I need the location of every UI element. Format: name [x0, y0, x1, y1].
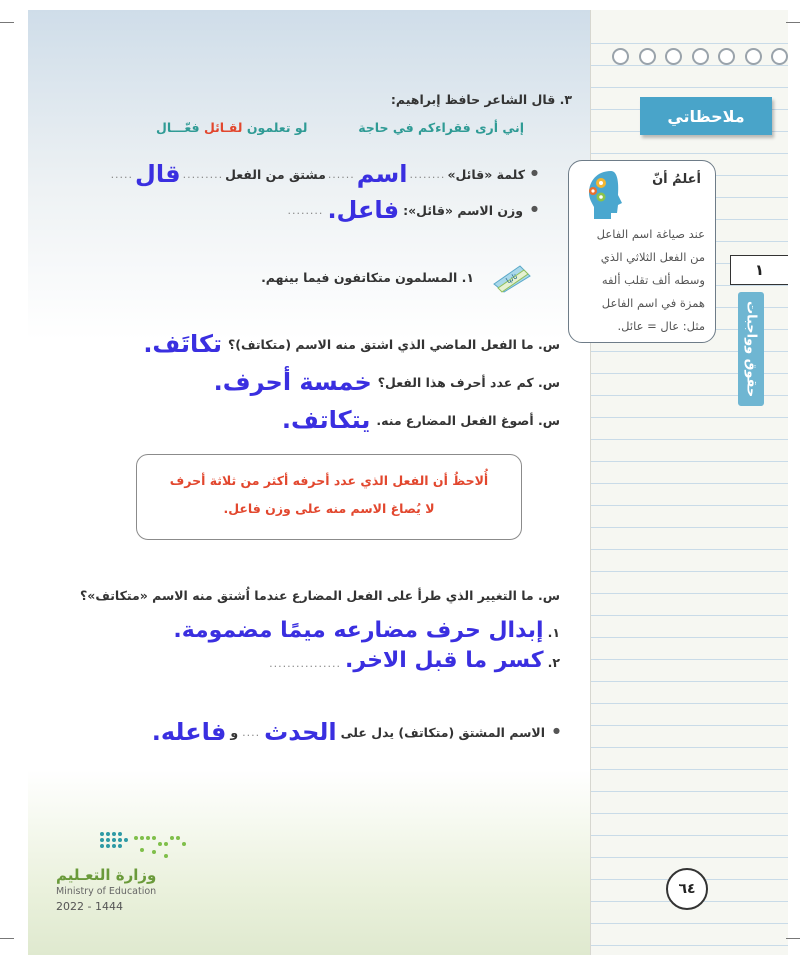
note-line: من الفعل الثلاثي الذي	[600, 250, 705, 264]
change-question: س. ما التغيير الذي طرأ على الفعل المضارع عندما اُشتق منه الاسم «متكاتف»؟	[80, 588, 560, 603]
item-weight	[287, 196, 538, 224]
head-gears-icon	[581, 167, 625, 223]
question-present-verb	[282, 406, 560, 434]
ministry-logo-icon	[98, 830, 194, 862]
page-number: ٦٤	[666, 868, 708, 910]
change-answer-text: كسر ما قبل الاخر.	[345, 648, 544, 673]
observation-box	[136, 454, 522, 540]
change-answer-1	[173, 618, 560, 643]
question-text: س. ما الفعل الماضي الذي اشتق منه الاسم (متكاتف)؟	[228, 336, 560, 352]
know-that-text	[573, 223, 705, 338]
binder-hole	[718, 48, 735, 65]
edition-year: 2022 - 1444	[56, 900, 123, 913]
indicates-mid: و	[230, 724, 239, 740]
indicates-pre: ● الاسم المشتق (متكاتف) يدل على	[340, 724, 546, 740]
crop-mark	[786, 938, 800, 939]
answer-yatakataf: يتكاتف.	[281, 406, 371, 434]
verse-right: إني أرى فقراءكم في حاجة	[358, 120, 524, 135]
note-line: عند صياغة اسم الفاعل	[596, 227, 705, 241]
note-line: همزة في اسم الفاعل	[601, 296, 705, 310]
dotted-blank: ........	[409, 167, 446, 181]
dotted-blank: ........	[287, 203, 324, 217]
question-text: س. كم عدد أحرف هذا الفعل؟	[377, 374, 560, 390]
answer-event: الحدث	[264, 718, 337, 746]
binder-hole	[665, 48, 682, 65]
question-letter-count	[214, 368, 560, 396]
answer-faael: فاعل.	[327, 196, 400, 224]
binder-hole	[639, 48, 656, 65]
question-past-verb	[143, 330, 560, 358]
second-badge-label: ثانيا	[504, 271, 520, 286]
binder-hole	[771, 48, 788, 65]
observation-line: أُلاحظُ أن الفعل الذي عدد أحرفه أكثر من ثلاثة أحرف	[169, 473, 489, 488]
note-line: مثل: عال = عائل.	[617, 319, 705, 333]
q3-heading: ٣. قال الشاعر حافظ إبراهيم:	[390, 92, 572, 107]
ministry-name-ar: وزارة التعـليم	[56, 866, 157, 884]
binder-hole	[745, 48, 762, 65]
question-text: س. أصوغ الفعل المضارع منه.	[376, 412, 560, 428]
dotted-blank: ................	[269, 657, 342, 670]
observation-line: لا يُصاغ الاسم منه على وزن فاعل.	[223, 501, 435, 516]
item1-mid: مشتق من الفعل	[225, 166, 326, 182]
know-that-box	[568, 160, 716, 343]
chapter-number: ١	[730, 255, 788, 285]
ministry-name-en: Ministry of Education	[56, 886, 157, 897]
notes-tab: ملاحظاتي	[640, 97, 772, 135]
answer-qala: قال	[135, 160, 181, 188]
verse-left	[156, 120, 307, 135]
chapter-title-tab: حقوق وواجبات	[738, 292, 764, 406]
crop-mark	[0, 22, 14, 23]
answer-doer: فاعله.	[151, 718, 227, 746]
dotted-blank: .....	[110, 167, 134, 181]
item1-pre: ● كلمة «قائل»	[447, 166, 526, 182]
binder-hole	[692, 48, 709, 65]
item-word-qail	[111, 160, 538, 188]
note-line: وسطه ألف تقلب ألفه	[601, 273, 705, 287]
know-that-title: أعلمُ أنّ	[652, 172, 701, 187]
second-sentence: ١. المسلمون متكاتفون فيما بينهم.	[261, 270, 474, 285]
change-answer-text: إبدال حرف مضارعه ميمًا مضمومة.	[173, 618, 544, 643]
dotted-blank: ......	[327, 167, 355, 181]
verse-left-post: فعّـــال	[156, 120, 204, 135]
dotted-blank: .........	[182, 167, 224, 181]
crop-mark	[0, 938, 14, 939]
second-badge-icon	[490, 262, 534, 294]
verse-left-pre: لو تعلمون	[242, 120, 308, 135]
dotted-blank: ....	[242, 725, 261, 739]
notes-sidebar	[590, 10, 788, 955]
verse-left-highlight: لقـائل	[203, 120, 243, 135]
indicates-line	[152, 718, 560, 746]
crop-mark	[786, 22, 800, 23]
answer-takataf: تكاتَف.	[143, 330, 223, 358]
answer-five-letters: خمسة أحرف.	[213, 368, 372, 396]
binder-holes	[612, 48, 788, 65]
answer-ism: اسم	[356, 160, 408, 188]
answer-number: ١.	[547, 625, 560, 640]
binder-hole	[612, 48, 629, 65]
change-answer-2	[269, 648, 560, 673]
answer-number: ٢.	[547, 655, 560, 670]
item2-pre: ● وزن الاسم «قائل»:	[403, 202, 524, 218]
